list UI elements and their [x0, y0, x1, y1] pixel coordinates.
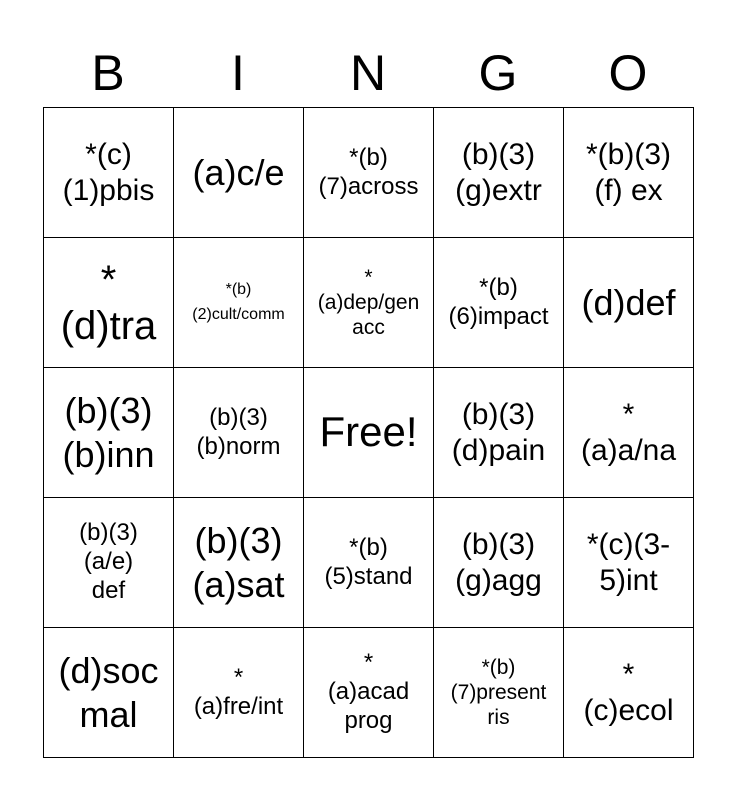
bingo-cell-r5-c5[interactable]	[564, 628, 694, 758]
bingo-cell-text: * (a)a/na	[580, 397, 677, 467]
bingo-cell-text: (a)c/e	[192, 151, 285, 193]
bingo-cell-r2-c3[interactable]	[304, 238, 434, 368]
bingo-cell-r3-c2[interactable]	[174, 368, 304, 498]
bingo-cell-text: (d)def	[581, 281, 676, 323]
bingo-cell-text: *(c) (1)pbis	[62, 137, 155, 207]
bingo-cell-r4-c1[interactable]	[44, 498, 174, 628]
bingo-cell-r1-c4[interactable]	[434, 108, 564, 238]
bingo-cell-r1-c2[interactable]	[174, 108, 304, 238]
bingo-cell-r4-c3[interactable]	[304, 498, 434, 628]
bingo-header	[43, 40, 693, 106]
bingo-cell-r2-c1[interactable]	[44, 238, 174, 368]
bingo-cell-text: * (a)dep/gen acc	[317, 265, 420, 340]
bingo-cell-r5-c1[interactable]	[44, 628, 174, 758]
bingo-cell-text: *(b) (2)cult/comm	[192, 280, 285, 323]
bingo-cell-r4-c2[interactable]	[174, 498, 304, 628]
bingo-cell-r4-c4[interactable]	[434, 498, 564, 628]
bingo-card-grid	[43, 107, 694, 758]
header-letter-g: G	[478, 45, 518, 101]
bingo-cell-text: *(b) (6)impact	[448, 273, 549, 330]
bingo-cell-r2-c5[interactable]	[564, 238, 694, 368]
bingo-cell-r3-c5[interactable]	[564, 368, 694, 498]
bingo-cell-text: * (c)ecol	[583, 657, 674, 727]
bingo-cell-r3-c4[interactable]	[434, 368, 564, 498]
bingo-cell-r5-c2[interactable]	[174, 628, 304, 758]
header-letter-o: O	[608, 45, 648, 101]
bingo-cell-text: *(b) (7)present ris	[450, 655, 547, 730]
bingo-cell-r4-c5[interactable]	[564, 498, 694, 628]
bingo-cell-r5-c3[interactable]	[304, 628, 434, 758]
bingo-cell-text: * (d)tra	[60, 257, 157, 348]
bingo-cell-text: (b)(3) (g)agg	[455, 527, 542, 597]
bingo-cell-text: (d)soc mal	[58, 650, 159, 735]
bingo-cell-text: *(c)(3- 5)int	[586, 527, 671, 597]
bingo-cell-text: * (a)acad prog	[327, 649, 410, 734]
bingo-cell-text: (b)(3) (g)extr	[455, 137, 542, 207]
header-letter-i: I	[231, 45, 245, 101]
bingo-cell-text: *(b) (7)across	[318, 143, 419, 200]
bingo-cell-r5-c4[interactable]	[434, 628, 564, 758]
bingo-cell-text: (b)(3) (a)sat	[192, 520, 285, 605]
bingo-cell-text: *(b) (5)stand	[324, 533, 413, 590]
bingo-cell-text: (b)(3) (a/e) def	[79, 519, 138, 604]
bingo-cell-text: Free!	[319, 408, 418, 456]
bingo-cell-text: * (a)fre/int	[193, 663, 284, 720]
bingo-cell-free-space[interactable]	[304, 368, 434, 498]
bingo-cell-r2-c2[interactable]	[174, 238, 304, 368]
bingo-cell-r1-c1[interactable]	[44, 108, 174, 238]
header-letter-n: N	[349, 45, 387, 101]
header-letter-b: B	[91, 45, 125, 101]
bingo-cell-text: (b)(3) (b)norm	[196, 403, 281, 460]
bingo-cell-text: (b)(3) (b)inn	[62, 390, 155, 475]
bingo-cell-r2-c4[interactable]	[434, 238, 564, 368]
bingo-cell-text: *(b)(3) (f) ex	[585, 137, 671, 207]
bingo-cell-r1-c5[interactable]	[564, 108, 694, 238]
bingo-cell-text: (b)(3) (d)pain	[451, 397, 546, 467]
bingo-cell-r3-c1[interactable]	[44, 368, 174, 498]
bingo-cell-r1-c3[interactable]	[304, 108, 434, 238]
